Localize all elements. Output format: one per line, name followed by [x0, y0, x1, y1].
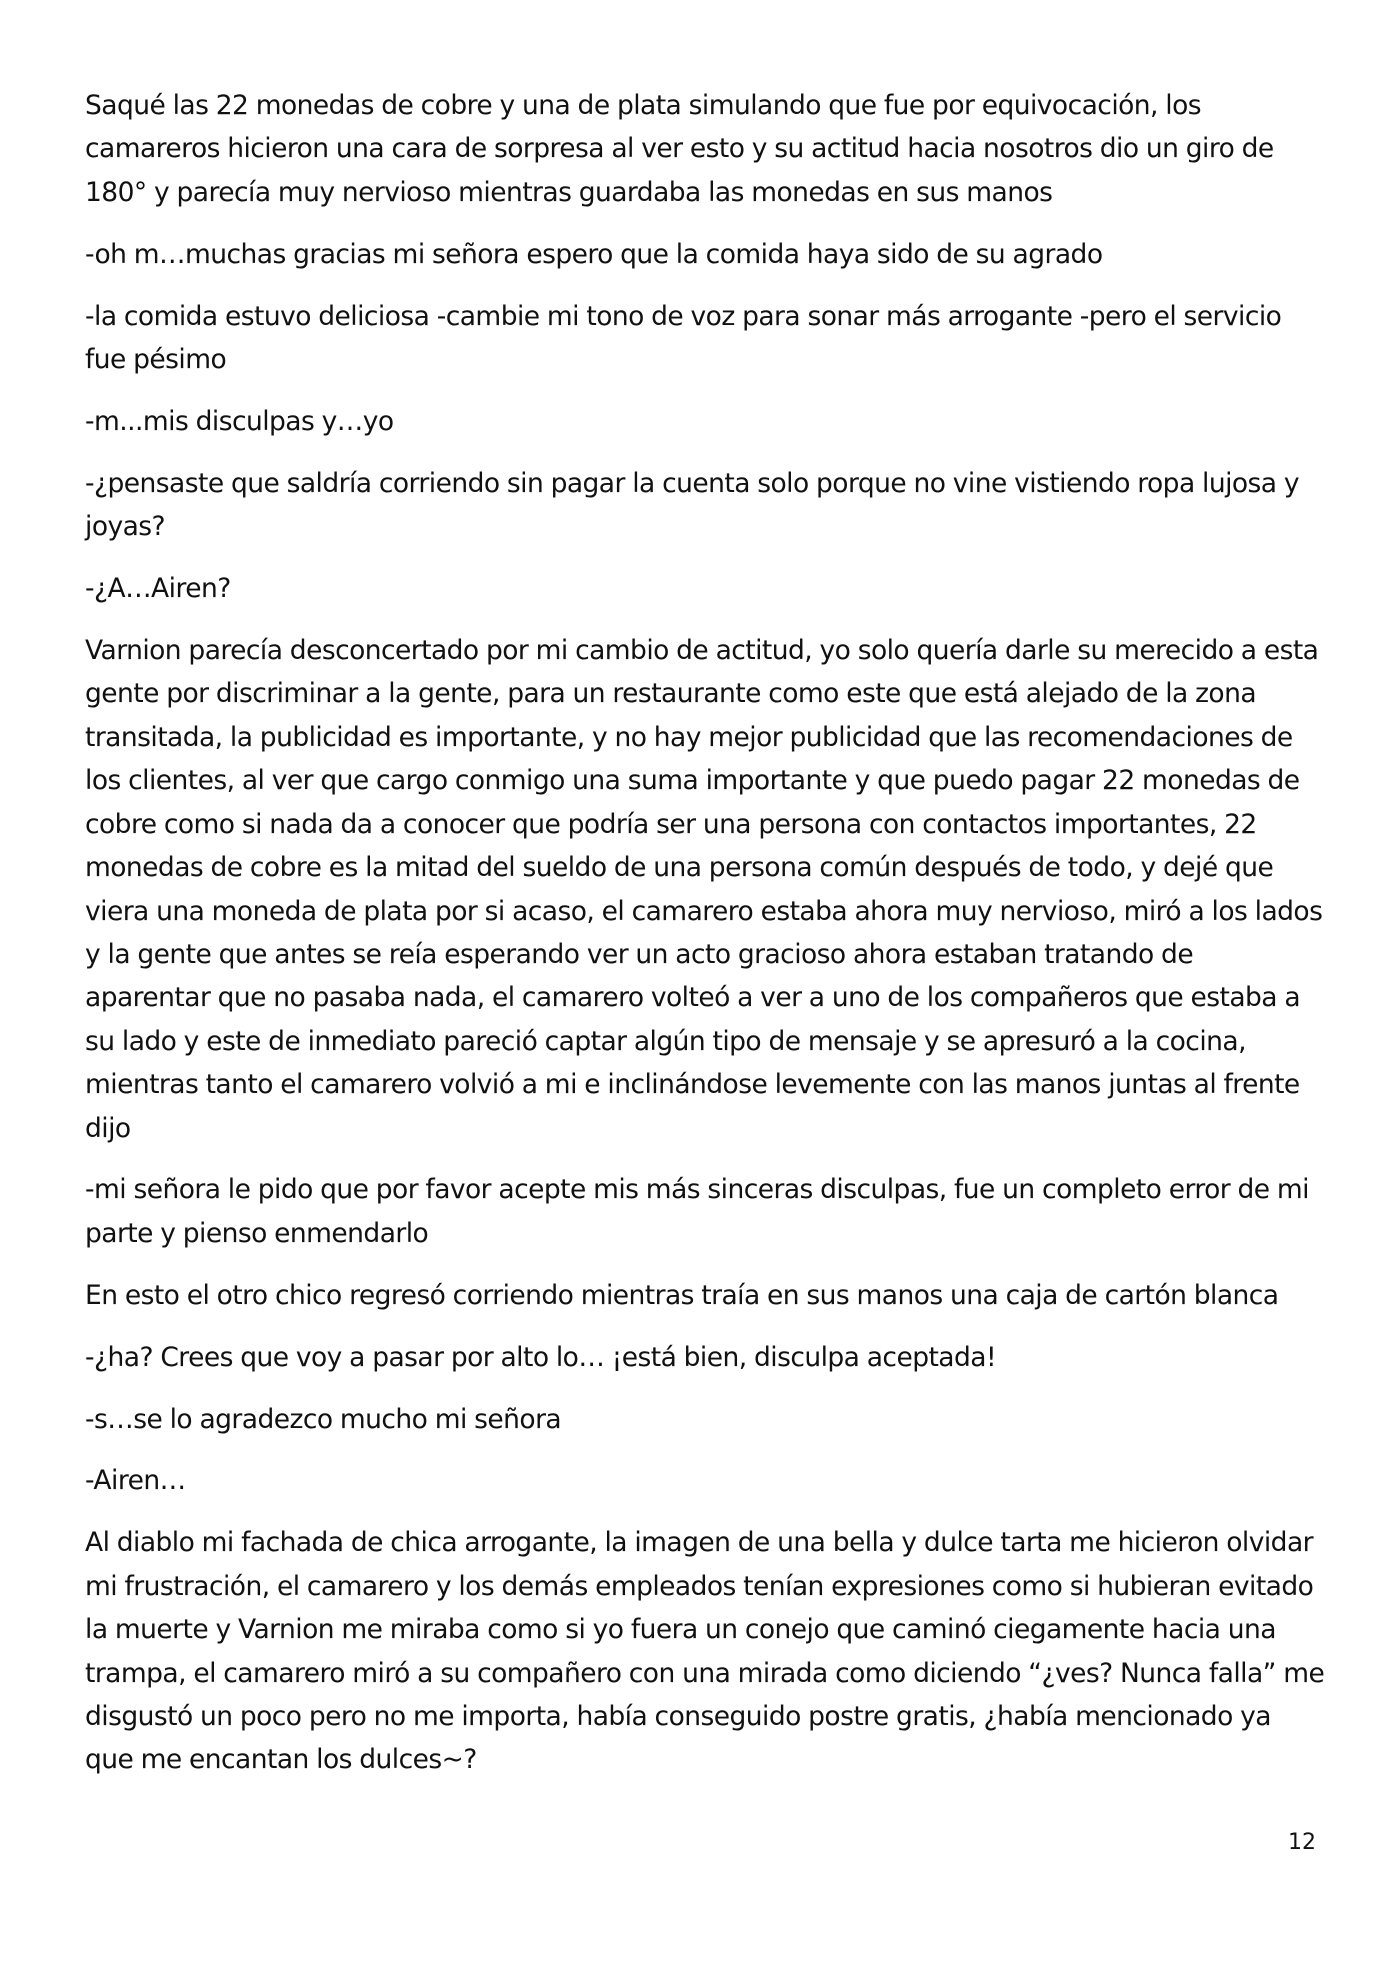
body-text — [85, 84, 1325, 1800]
paragraph: Al diablo mi fachada de chica arrogante, la imagen de una bella y dulce tarta me hicieron olvidar mi frustración, el camarero y los demás empleados tenían expresiones como si hubieran evitado la muerte y Varnion me miraba como si yo fuera un conejo que caminó ciegamente hacia una trampa, el camarero miró a su compañero con una mirada como diciendo “¿ves? Nunca falla” me disgustó un poco pero no me importa, había conseguido postre gratis, ¿había mencionado ya que me encantan los dulces~? — [85, 1527, 1325, 1776]
paragraph: -la comida estuvo deliciosa -cambie mi tono de voz para sonar más arrogante -pero el servicio fue pésimo — [85, 300, 1282, 376]
paragraph: -¿pensaste que saldría corriendo sin pagar la cuenta solo porque no vine vistiendo ropa lujosa y joyas? — [85, 467, 1299, 543]
paragraph: Varnion parecía desconcertado por mi cambio de actitud, yo solo quería darle su merecido a esta gente por discriminar a la gente, para un restaurante como este que está alejado de la zona transitada, la publicidad es importante, y no hay mejor publicidad que las recomendaciones de los clientes, al ver que cargo conmigo una suma importante y que puedo pagar 22 monedas de cobre como si nada da a conocer que podría ser una persona con contactos importantes, 22 monedas de cobre es la mitad del sueldo de una persona común después de todo, y dejé que viera una moneda de plata por si acaso, el camarero estaba ahora muy nervioso, miró a los lados y la gente que antes se reía esperando ver un acto gracioso ahora estaban tratando de aparentar que no pasaba nada, el camarero volteó a ver a uno de los compañeros que estaba a su lado y este de inmediato pareció captar algún tipo de mensaje y se apresuró a la cocina, mientras tanto el camarero volvió a mi e inclinándose levemente con las manos juntas al frente dijo — [85, 635, 1323, 1144]
page-number: 12 — [1288, 1830, 1316, 1855]
paragraph: -mi señora le pido que por favor acepte mis más sinceras disculpas, fue un completo error de mi parte y pienso enmendarlo — [85, 1174, 1309, 1249]
paragraph: -¿ha? Crees que voy a pasar por alto lo… ¡está bien, disculpa aceptada! — [85, 1341, 997, 1373]
paragraph: En esto el otro chico regresó corriendo mientras traía en sus manos una caja de cartón blanca — [85, 1279, 1279, 1311]
paragraph: -Airen… — [85, 1465, 186, 1497]
paragraph: Saqué las 22 monedas de cobre y una de plata simulando que fue por equivocación, los camareros hicieron una cara de sorpresa al ver esto y su actitud hacia nosotros dio un giro de 180° y parecía muy nervioso mientras guardaba las monedas en sus manos — [85, 90, 1274, 208]
paragraph: -m...mis disculpas y…yo — [85, 405, 394, 437]
paragraph: -oh m…muchas gracias mi señora espero que la comida haya sido de su agrado — [85, 238, 1103, 270]
paragraph: -s…se lo agradezco mucho mi señora — [85, 1403, 562, 1435]
paragraph: -¿A…Airen? — [85, 573, 231, 605]
